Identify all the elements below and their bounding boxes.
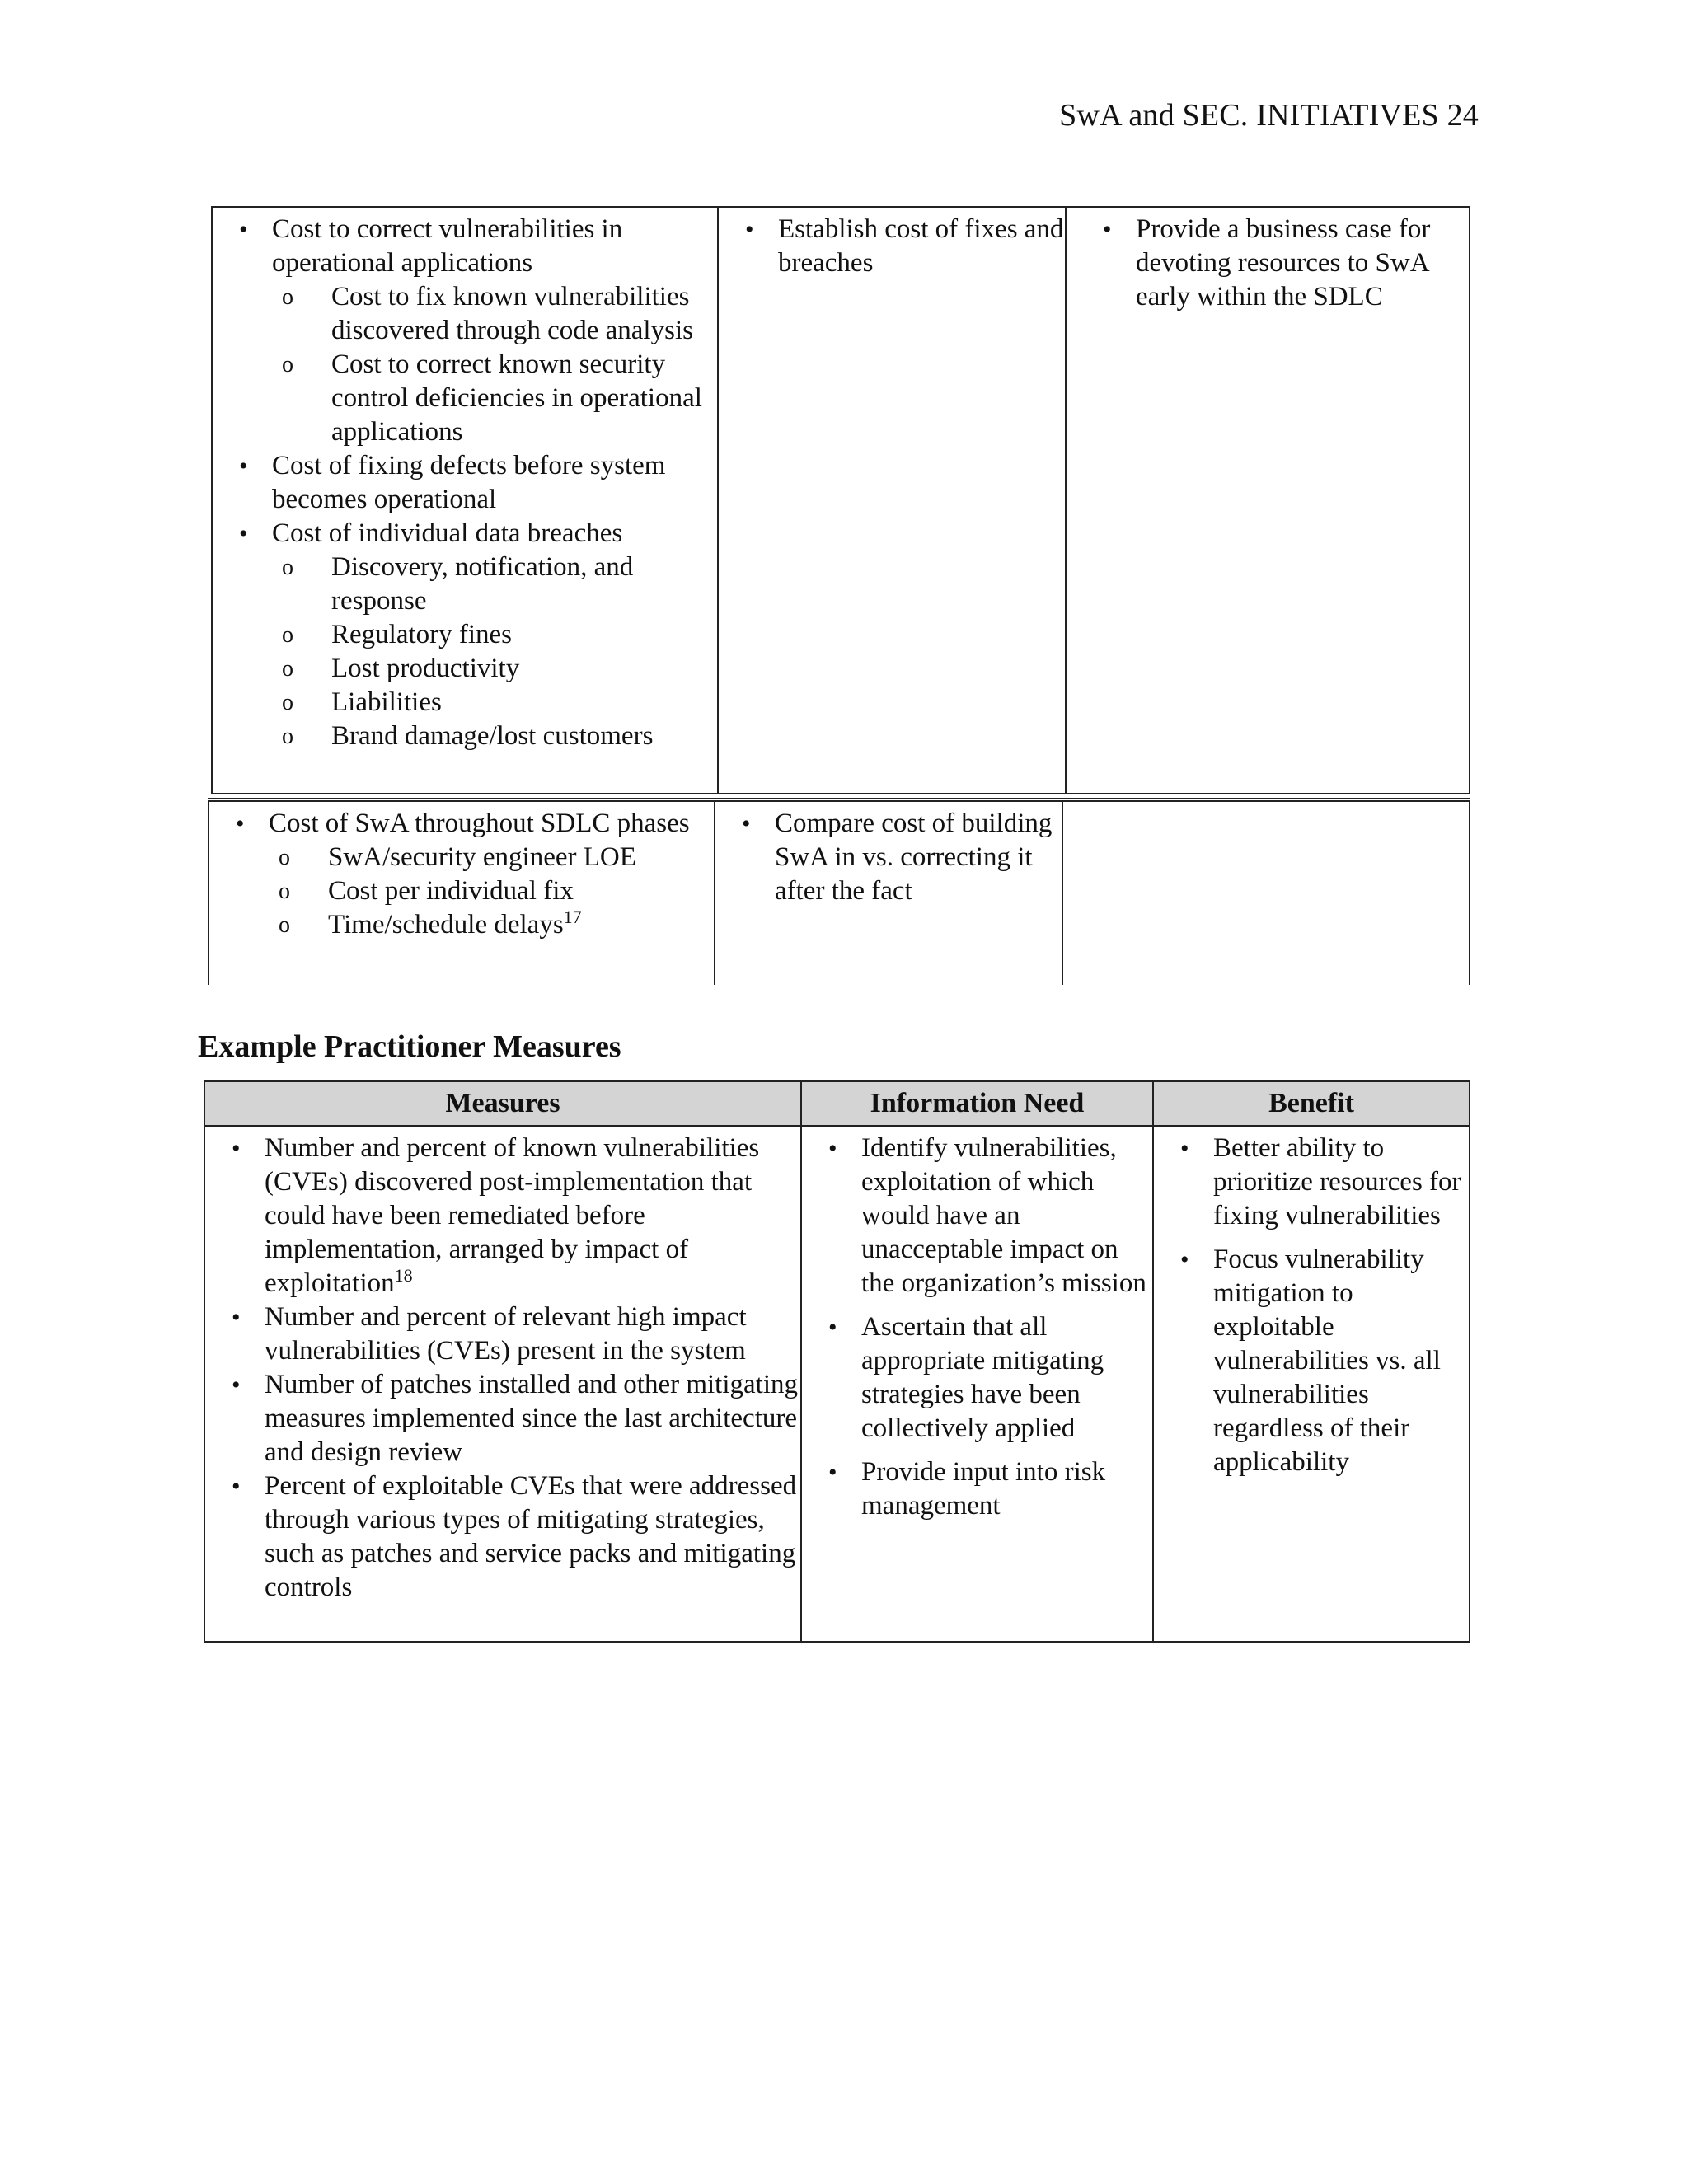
benefit-list [1067,213,1469,314]
list-item: • Focus vulnerability mitigation to exploitable vulnerabilities vs. all vulnerabilities regardless of their applicability [1154,1243,1469,1479]
list-item [209,807,714,942]
section-heading: Example Practitioner Measures [198,1029,621,1064]
list-item [213,517,717,753]
sub-list-item: o Cost to correct known security control deficiencies in operational applications [272,348,717,449]
sub-list-item: o Brand damage/lost customers [272,719,717,753]
column-header-measures: Measures [204,1081,801,1126]
information-need-cell [801,1126,1153,1642]
list-item: • Provide input into risk management [802,1455,1152,1523]
list-item [205,1132,800,1301]
benefit-list [1154,1132,1469,1479]
measures-list [209,807,714,942]
list-item: • Ascertain that all appropriate mitigating strategies have been collectively applied [802,1310,1152,1446]
table-row [212,207,1470,794]
list-item: • Compare cost of building SwA in vs. correcting it after the fact [715,807,1062,908]
sub-list [272,551,717,753]
footnote-ref: 18 [394,1265,413,1286]
practitioner-measures-table [204,1080,1470,1643]
column-header-benefit: Benefit [1153,1081,1470,1126]
sub-list [272,280,717,449]
sub-list [269,841,714,942]
measures-cell [212,207,718,794]
sub-list-item: o Regulatory fines [272,618,717,652]
list-item: • Number and percent of relevant high impact vulnerabilities (CVEs) present in the system [205,1301,800,1368]
list-item-text: Cost of SwA throughout SDLC phases [269,808,690,838]
column-header-information-need: Information Need [801,1081,1153,1126]
sub-list-item: o Cost per individual fix [269,874,714,908]
list-item: • Percent of exploitable CVEs that were addressed through various types of mitigating strategies, such as patches and service packs and mitigating controls [205,1469,800,1605]
list-item: • Provide a business case for devoting resources to SwA early within the SDLC [1076,213,1469,314]
benefit-cell [1153,1126,1470,1642]
list-item: • Identify vulnerabilities, exploitation of which would have an unacceptable impact on the organization’s mission [802,1132,1152,1301]
measures-list [205,1132,800,1605]
list-item-text: Cost of individual data breaches [272,518,623,548]
list-item: • Better ability to prioritize resources for fixing vulnerabilities [1154,1132,1469,1233]
information-need-list [719,213,1065,280]
sub-list-item: o Cost to fix known vulnerabilities discovered through code analysis [272,280,717,348]
swa-cost-table [208,798,1470,985]
list-item-text: Number and percent of known vulnerabilities (CVEs) discovered post-implementation that could have been remediated before implementation, arranged by impact of exploitation [265,1133,760,1298]
sub-list-item: o Discovery, notification, and response [272,551,717,618]
table-row [209,800,1470,986]
list-item-text: Cost of fixing defects before system becomes operational [272,451,666,514]
list-item [213,449,717,517]
benefit-cell [1062,800,1470,986]
list-item-text: Cost to correct vulnerabilities in operational applications [272,214,623,278]
sub-list-item: o Liabilities [272,686,717,719]
measures-list [213,213,717,753]
list-item: • Establish cost of fixes and breaches [719,213,1065,280]
sub-list-item [269,908,714,942]
list-item: • Number of patches installed and other mitigating measures implemented since the last architecture and design review [205,1368,800,1469]
list-item [213,213,717,449]
running-head: SwA and SEC. INITIATIVES 24 [1059,98,1479,133]
information-need-list [802,1132,1152,1523]
benefit-cell [1066,207,1470,794]
information-need-cell [715,800,1062,986]
sub-list-item: o SwA/security engineer LOE [269,841,714,874]
measures-cell [209,800,715,986]
sub-list-item-text: Time/schedule delays [328,910,564,940]
measures-cell [204,1126,801,1642]
table-row [204,1126,1470,1642]
information-need-list [715,807,1062,908]
footnote-ref: 17 [563,907,582,927]
information-need-cell [718,207,1066,794]
cost-measures-table [211,206,1470,794]
table-header-row [204,1081,1470,1126]
sub-list-item: o Lost productivity [272,652,717,686]
